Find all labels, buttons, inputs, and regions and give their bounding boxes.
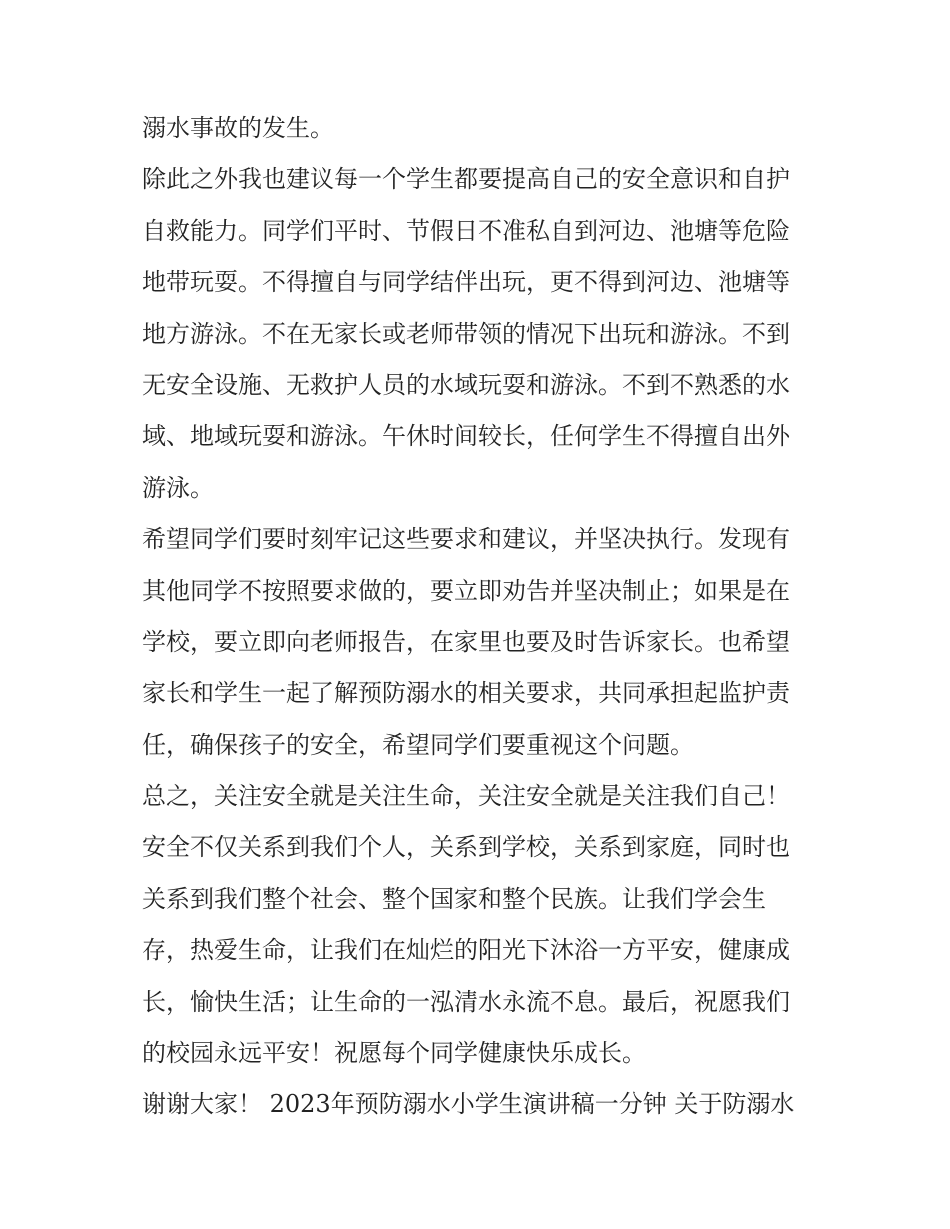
text-line: 地带玩耍。不得擅自与同学结伴出玩，更不得到河边、池塘等 (142, 268, 790, 297)
text-line: 自救能力。同学们平时、节假日不准私自到河边、池塘等危险 (142, 216, 790, 245)
text-line: 家长和学生一起了解预防溺水的相关要求，共同承担起监护责 (142, 679, 790, 708)
text-line: 谢谢大家！ 2023年预防溺水小学生演讲稿一分钟 关于防溺水 (142, 1090, 795, 1119)
text-line: 其他同学不按照要求做的，要立即劝告并坚决制止；如果是在 (142, 576, 790, 605)
text-line: 安全不仅关系到我们个人，关系到学校，关系到家庭，同时也 (142, 833, 790, 862)
text-line: 域、地域玩耍和游泳。午休时间较长，任何学生不得擅自出外 (142, 422, 790, 451)
text-line: 无安全设施、无救护人员的水域玩耍和游泳。不到不熟悉的水 (142, 370, 790, 399)
text-line: 的校园永远平安！祝愿每个同学健康快乐成长。 (142, 1039, 646, 1068)
text-line: 除此之外我也建议每一个学生都要提高自己的安全意识和自护 (142, 165, 790, 194)
text-line: 地方游泳。不在无家长或老师带领的情况下出玩和游泳。不到 (142, 319, 790, 348)
text-line: 游泳。 (142, 473, 214, 502)
text-line: 总之，关注安全就是关注生命，关注安全就是关注我们自己！ (142, 782, 790, 811)
text-line: 长，愉快生活；让生命的一泓清水永流不息。最后，祝愿我们 (142, 987, 790, 1016)
body-text (142, 108, 814, 1136)
text-line: 存，热爱生命，让我们在灿烂的阳光下沐浴一方平安，健康成 (142, 936, 790, 965)
text-line: 学校，要立即向老师报告，在家里也要及时告诉家长。也希望 (142, 627, 790, 656)
text-line: 希望同学们要时刻牢记这些要求和建议，并坚决执行。发现有 (142, 525, 790, 554)
text-line: 溺水事故的发生。 (142, 114, 334, 142)
text-line: 关系到我们整个社会、整个国家和整个民族。让我们学会生 (142, 884, 766, 913)
text-line: 任，确保孩子的安全，希望同学们要重视这个问题。 (142, 730, 694, 759)
